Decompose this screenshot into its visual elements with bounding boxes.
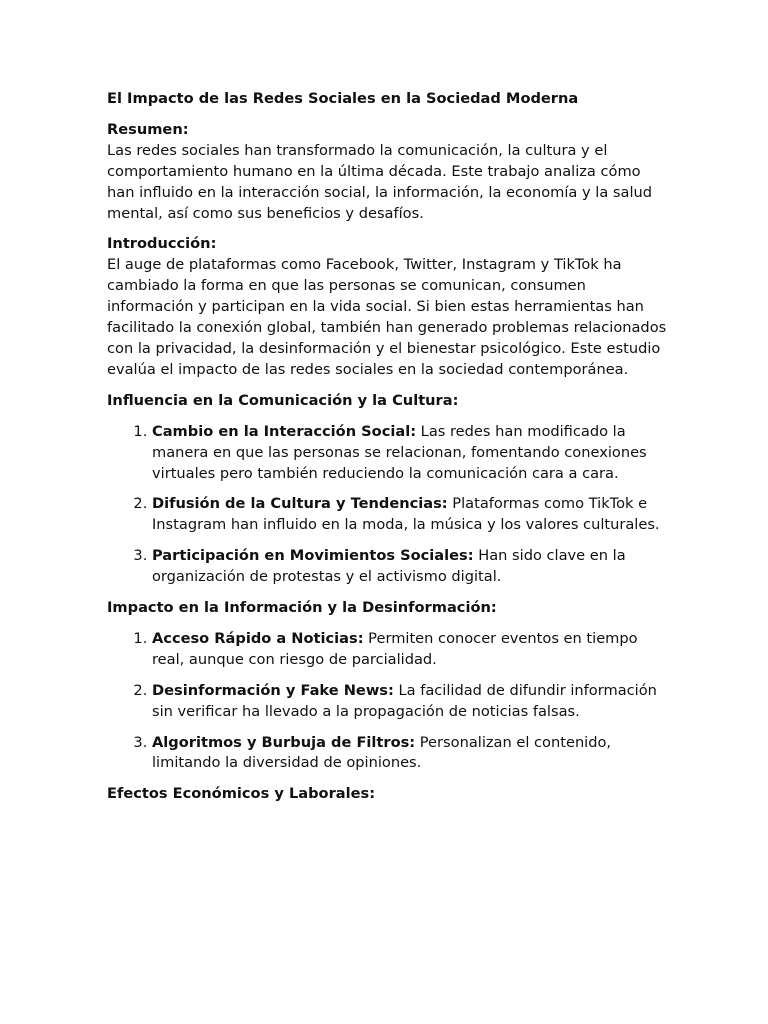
document-page (107, 89, 667, 815)
list-item (152, 681, 667, 723)
section-heading-economia: Efectos Económicos y Laborales: (107, 785, 376, 803)
section-heading-resumen: Resumen: (107, 120, 189, 138)
list-item-term: Algoritmos y Burbuja de Filtros: (152, 733, 416, 751)
list-item-text: Las redes han modificado la manera en que las personas se relacionan, fomentando conexiones virtuales pero también reduciendo la comunicación cara a cara. (152, 422, 647, 482)
list-item-text: Han sido clave en la organización de protestas y el activismo digital. (152, 547, 626, 586)
list-item-term: Participación en Movimientos Sociales: (152, 547, 474, 565)
list-item (152, 422, 667, 485)
list-comunicacion (107, 422, 667, 588)
list-item (152, 629, 667, 671)
list-item-term: Acceso Rápido a Noticias: (152, 629, 364, 647)
list-item-term: Cambio en la Interacción Social: (152, 422, 417, 440)
section-heading-introduccion: Introducción: (107, 235, 217, 253)
list-item-term: Desinformación y Fake News: (152, 681, 394, 699)
list-item-text: Plataformas como TikTok e Instagram han influido en la moda, la música y los valores culturales. (152, 495, 660, 534)
list-item-term: Difusión de la Cultura y Tendencias: (152, 495, 448, 513)
list-item (152, 494, 667, 536)
section-resumen (107, 120, 667, 225)
list-item-text: La facilidad de difundir información sin verificar ha llevado a la propagación de noticias falsas. (152, 681, 657, 720)
section-body-resumen: Las redes sociales han transformado la comunicación, la cultura y el comportamiento humano en la última década. Este trabajo analiza cómo han influido en la interacción social, la información, la economía y la salud mental, así como sus beneficios y desafíos. (107, 141, 653, 222)
list-item-text: Permiten conocer eventos en tiempo real, aunque con riesgo de parcialidad. (152, 629, 638, 668)
section-introduccion (107, 234, 667, 380)
section-body-introduccion: El auge de plataformas como Facebook, Twitter, Instagram y TikTok ha cambiado la forma en que las personas se comunican, consumen información y participan en la vida social. Si bien estas herramientas han facilitado la conexión global, también han generado problemas relacionados con la privacidad, la desinformación y el bienestar psicológico. Este estudio evalúa el impacto de las redes sociales en la sociedad contemporánea. (107, 256, 667, 378)
list-item (152, 546, 667, 588)
section-heading-comunicacion: Influencia en la Comunicación y la Cultura: (107, 391, 459, 409)
document-title: El Impacto de las Redes Sociales en la Sociedad Moderna (107, 90, 579, 107)
list-item-text: Personalizan el contenido, limitando la diversidad de opiniones. (152, 733, 612, 772)
list-informacion (107, 629, 667, 774)
section-heading-informacion: Impacto en la Información y la Desinformación: (107, 599, 497, 617)
list-item (152, 733, 667, 775)
